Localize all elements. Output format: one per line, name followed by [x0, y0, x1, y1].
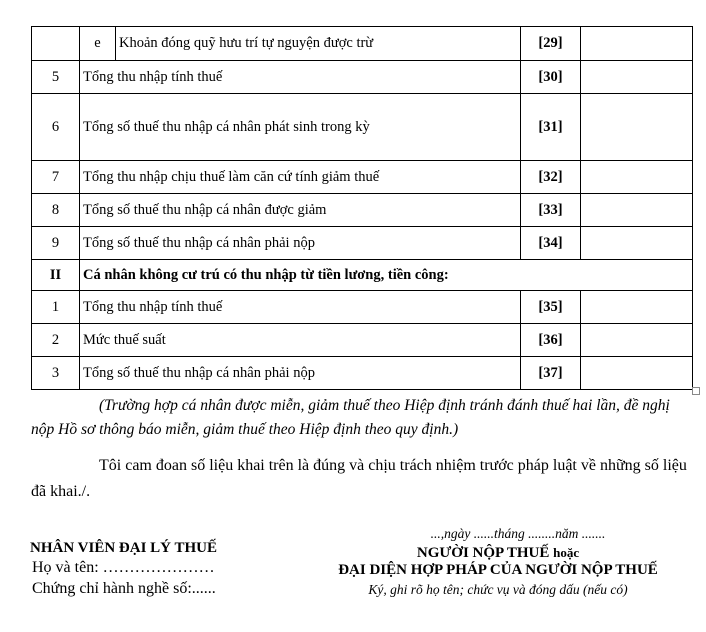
taxpayer-title: [318, 544, 678, 562]
indicator-code-cell: [31]: [521, 94, 581, 161]
description-cell: Tổng số thuế thu nhập cá nhân được giảm: [80, 194, 521, 227]
taxpayer-signature-block: [318, 524, 678, 601]
value-cell[interactable]: [581, 194, 693, 227]
signature-instruction: Ký, ghi rõ họ tên; chức vụ và đóng dấu (nếu có): [368, 582, 628, 597]
description-cell: Tổng thu nhập tính thuế: [80, 61, 521, 94]
value-cell[interactable]: [581, 357, 693, 390]
description-cell: Khoản đóng quỹ hưu trí tự nguyện được trừ: [116, 27, 521, 61]
indicator-code-cell: [36]: [521, 324, 581, 357]
table-row: [32, 357, 693, 390]
row-number-cell: 5: [32, 61, 80, 94]
taxpayer-title-or: hoặc: [553, 545, 580, 560]
indicator-code-cell: [37]: [521, 357, 581, 390]
value-cell[interactable]: [581, 161, 693, 194]
agent-certificate-line: Chứng chỉ hành nghề số:......: [32, 580, 216, 597]
row-number-cell: 9: [32, 227, 80, 260]
row-number-cell: 7: [32, 161, 80, 194]
table-row: [32, 227, 693, 260]
table-row: [32, 61, 693, 94]
value-cell[interactable]: [581, 61, 693, 94]
tax-agent-title: NHÂN VIÊN ĐẠI LÝ THUẾ: [30, 540, 217, 556]
sub-letter-cell: e: [80, 27, 116, 61]
legal-representative-title: ĐẠI DIỆN HỢP PHÁP CỦA NGƯỜI NỘP THUẾ: [338, 562, 658, 578]
table-row: [32, 291, 693, 324]
description-cell: Tổng số thuế thu nhập cá nhân phát sinh trong kỳ: [80, 94, 521, 161]
indicator-code-cell: [33]: [521, 194, 581, 227]
table-row: [32, 324, 693, 357]
indicator-code-cell: [35]: [521, 291, 581, 324]
row-number-cell: 6: [32, 94, 80, 161]
tax-declaration-table: [31, 26, 693, 390]
row-number-cell: [32, 27, 80, 61]
indicator-code-cell: [29]: [521, 27, 581, 61]
section-title-cell: Cá nhân không cư trú có thu nhập từ tiền lương, tiền công:: [80, 260, 693, 291]
value-cell[interactable]: [581, 27, 693, 61]
row-number-cell: 1: [32, 291, 80, 324]
description-cell: Tổng thu nhập chịu thuế làm căn cứ tính giảm thuế: [80, 161, 521, 194]
tax-agent-signature-block: [30, 539, 290, 599]
treaty-exemption-note: (Trường hợp cá nhân được miễn, giảm thuế theo Hiệp định tránh đánh thuế hai lần, đề nghị nộp Hồ sơ thông báo miễn, giảm thuế theo Hiệp định theo quy định.): [31, 397, 670, 438]
table-row: [32, 94, 693, 161]
section-row: [32, 260, 693, 291]
description-cell: Tổng số thuế thu nhập cá nhân phải nộp: [80, 357, 521, 390]
section-number-cell: II: [32, 260, 80, 291]
indicator-code-cell: [30]: [521, 61, 581, 94]
indicator-code-cell: [34]: [521, 227, 581, 260]
value-cell[interactable]: [581, 324, 693, 357]
value-cell[interactable]: [581, 291, 693, 324]
value-cell[interactable]: [581, 227, 693, 260]
table-row: [32, 194, 693, 227]
date-line: ...,ngày ......tháng ........năm .......: [430, 526, 606, 541]
table-row: [32, 27, 693, 61]
taxpayer-title-main: NGƯỜI NỘP THUẾ: [416, 545, 554, 561]
commitment-statement: Tôi cam đoan số liệu khai trên là đúng và chịu trách nhiệm trước pháp luật về những số liệu đã khai./.: [31, 457, 687, 500]
description-cell: Tổng số thuế thu nhập cá nhân phải nộp: [80, 227, 521, 260]
agent-name-line: Họ và tên: …………………: [32, 559, 215, 576]
row-number-cell: 2: [32, 324, 80, 357]
description-cell: Tổng thu nhập tính thuế: [80, 291, 521, 324]
table-row: [32, 161, 693, 194]
value-cell[interactable]: [581, 94, 693, 161]
row-number-cell: 3: [32, 357, 80, 390]
indicator-code-cell: [32]: [521, 161, 581, 194]
row-number-cell: 8: [32, 194, 80, 227]
description-cell: Mức thuế suất: [80, 324, 521, 357]
